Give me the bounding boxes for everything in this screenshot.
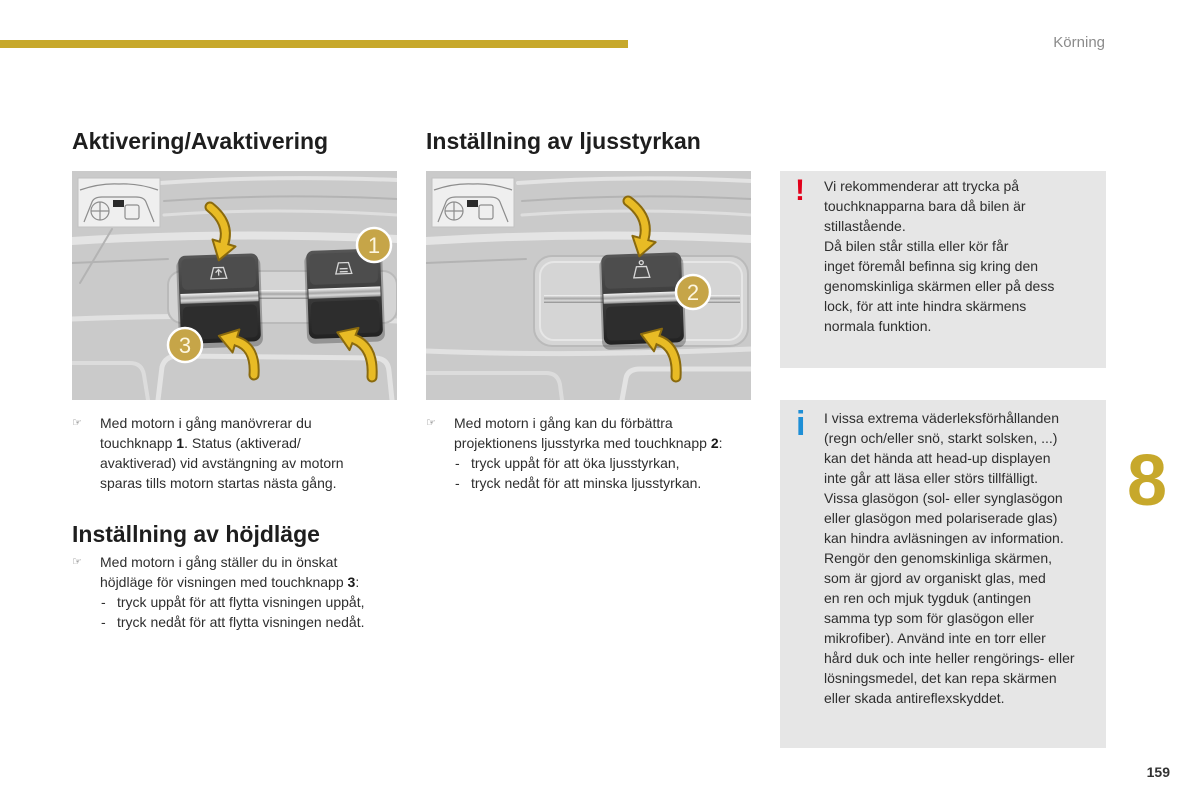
list-item-text: tryck uppåt för att flytta visningen uppåt, [117,594,365,610]
text-line: inte går att läsa eller störs tillfälligt. [824,470,1038,486]
hand-pointer-icon: ☞ [72,416,82,429]
button-number: 2 [710,435,719,451]
info-box [780,400,1106,748]
text-line: lock, för att inte hindra skärmens [824,298,1027,314]
warning-box [780,171,1106,368]
page-number: 159 [1146,764,1170,780]
activation-instructions [72,413,392,493]
chapter-tab-number: 8 [1127,441,1168,521]
hand-pointer-icon: ☞ [72,555,82,568]
text-line: normala funktion. [824,318,932,334]
button-number: 1 [176,435,185,451]
text-line: Vissa glasögon (sol- eller synglasögon [824,490,1063,506]
text-segment: : [718,435,723,451]
callout-number: 2 [686,280,700,305]
text-line: lösningsmedel, det kan repa skärmen [824,670,1057,686]
text-line: inget föremål befinna sig kring den [824,258,1039,274]
instruction-list [454,453,756,493]
text-line: eller skada antireflexskyddet. [824,690,1005,706]
text-line [100,433,392,453]
list-item [72,612,402,632]
callout-badge [168,328,202,362]
heading-height: Inställning av höjdläge [72,521,320,547]
text-segment: projektionens ljusstyrka med touchknapp [454,435,711,451]
text-line: sparas tills motorn startas nästa gång. [100,475,337,491]
text-line: Rengör den genomskinliga skärmen, [824,550,1053,566]
text-line: eller glasögon med polariserade glas) [824,510,1058,526]
text-line: touchknapparna bara då bilen är [824,198,1026,214]
text-line: som är gjord av organiskt glas, med [824,570,1046,586]
callout-number: 3 [178,333,192,358]
instruction-lines [100,413,392,493]
text-line: Då bilen står stilla eller kör får [824,238,1009,254]
list-item [426,473,756,493]
warning-text [824,176,1054,336]
list-item-text: tryck nedåt för att minska ljusstyrkan. [471,475,702,491]
callout-badge [676,275,710,309]
callout-number: 1 [367,233,381,258]
height-instructions [72,552,402,632]
text-line: hård duk och inte heller rengörings- eller [824,650,1075,666]
accent-bar [0,40,628,48]
hand-pointer-icon: ☞ [426,416,436,429]
text-line: genomskinliga skärmen eller på dess [824,278,1055,294]
list-item-text: tryck uppåt för att öka ljusstyrkan, [471,455,680,471]
callout-badge [357,228,391,262]
button-number: 3 [347,574,356,590]
text-line [454,433,756,453]
text-segment: : [355,574,360,590]
figure-activation [72,171,397,400]
text-line: Med motorn i gång kan du förbättra [454,415,673,431]
text-line: (regn och/eller snö, starkt solsken, ...) [824,430,1058,446]
info-text [824,408,1075,708]
list-item-text: tryck nedåt för att flytta visningen nedåt. [117,614,365,630]
instruction-list [100,592,402,632]
text-line: mikrofiber). Använd inte en torr eller [824,630,1046,646]
list-marker: - [101,594,106,610]
figure-brightness [426,171,751,400]
text-line: avaktiverad) vid avstängning av motorn [100,455,344,471]
list-item [426,453,756,473]
heading-activation: Aktivering/Avaktivering [72,128,329,154]
text-line: Vi rekommenderar att trycka på [824,178,1020,194]
text-line: Med motorn i gång manövrerar du [100,415,312,431]
text-segment: höjdläge för visningen med touchknapp [100,574,348,590]
info-icon: i [796,405,806,443]
chrome-trim [258,290,308,299]
heading-brightness: Inställning av ljusstyrkan [426,128,701,154]
text-line: I vissa extrema väderleksförhållanden [824,410,1060,426]
list-marker: - [455,475,460,491]
instruction-lines [454,413,756,453]
dashboard-inset [78,178,160,227]
brightness-instructions [426,413,756,493]
exclamation-icon: ! [795,174,805,207]
text-line: kan hindra avläsningen av information. [824,530,1064,546]
list-marker: - [455,455,460,471]
text-line: stillastående. [824,218,906,234]
list-item [72,592,402,612]
text-line: samma typ som för glasögon eller [824,610,1035,626]
instruction-lines [100,552,402,592]
text-line: en ren och mjuk tygduk (antingen [824,590,1032,606]
list-marker: - [101,614,106,630]
text-segment: touchknapp [100,435,177,451]
running-header: Körning [1053,34,1105,51]
text-line: Med motorn i gång ställer du in önskat [100,554,338,570]
dashboard-inset [432,178,514,227]
text-line: kan det hända att head-up displayen [824,450,1051,466]
text-segment: . Status (aktiverad/ [184,435,301,451]
text-line [100,572,402,592]
